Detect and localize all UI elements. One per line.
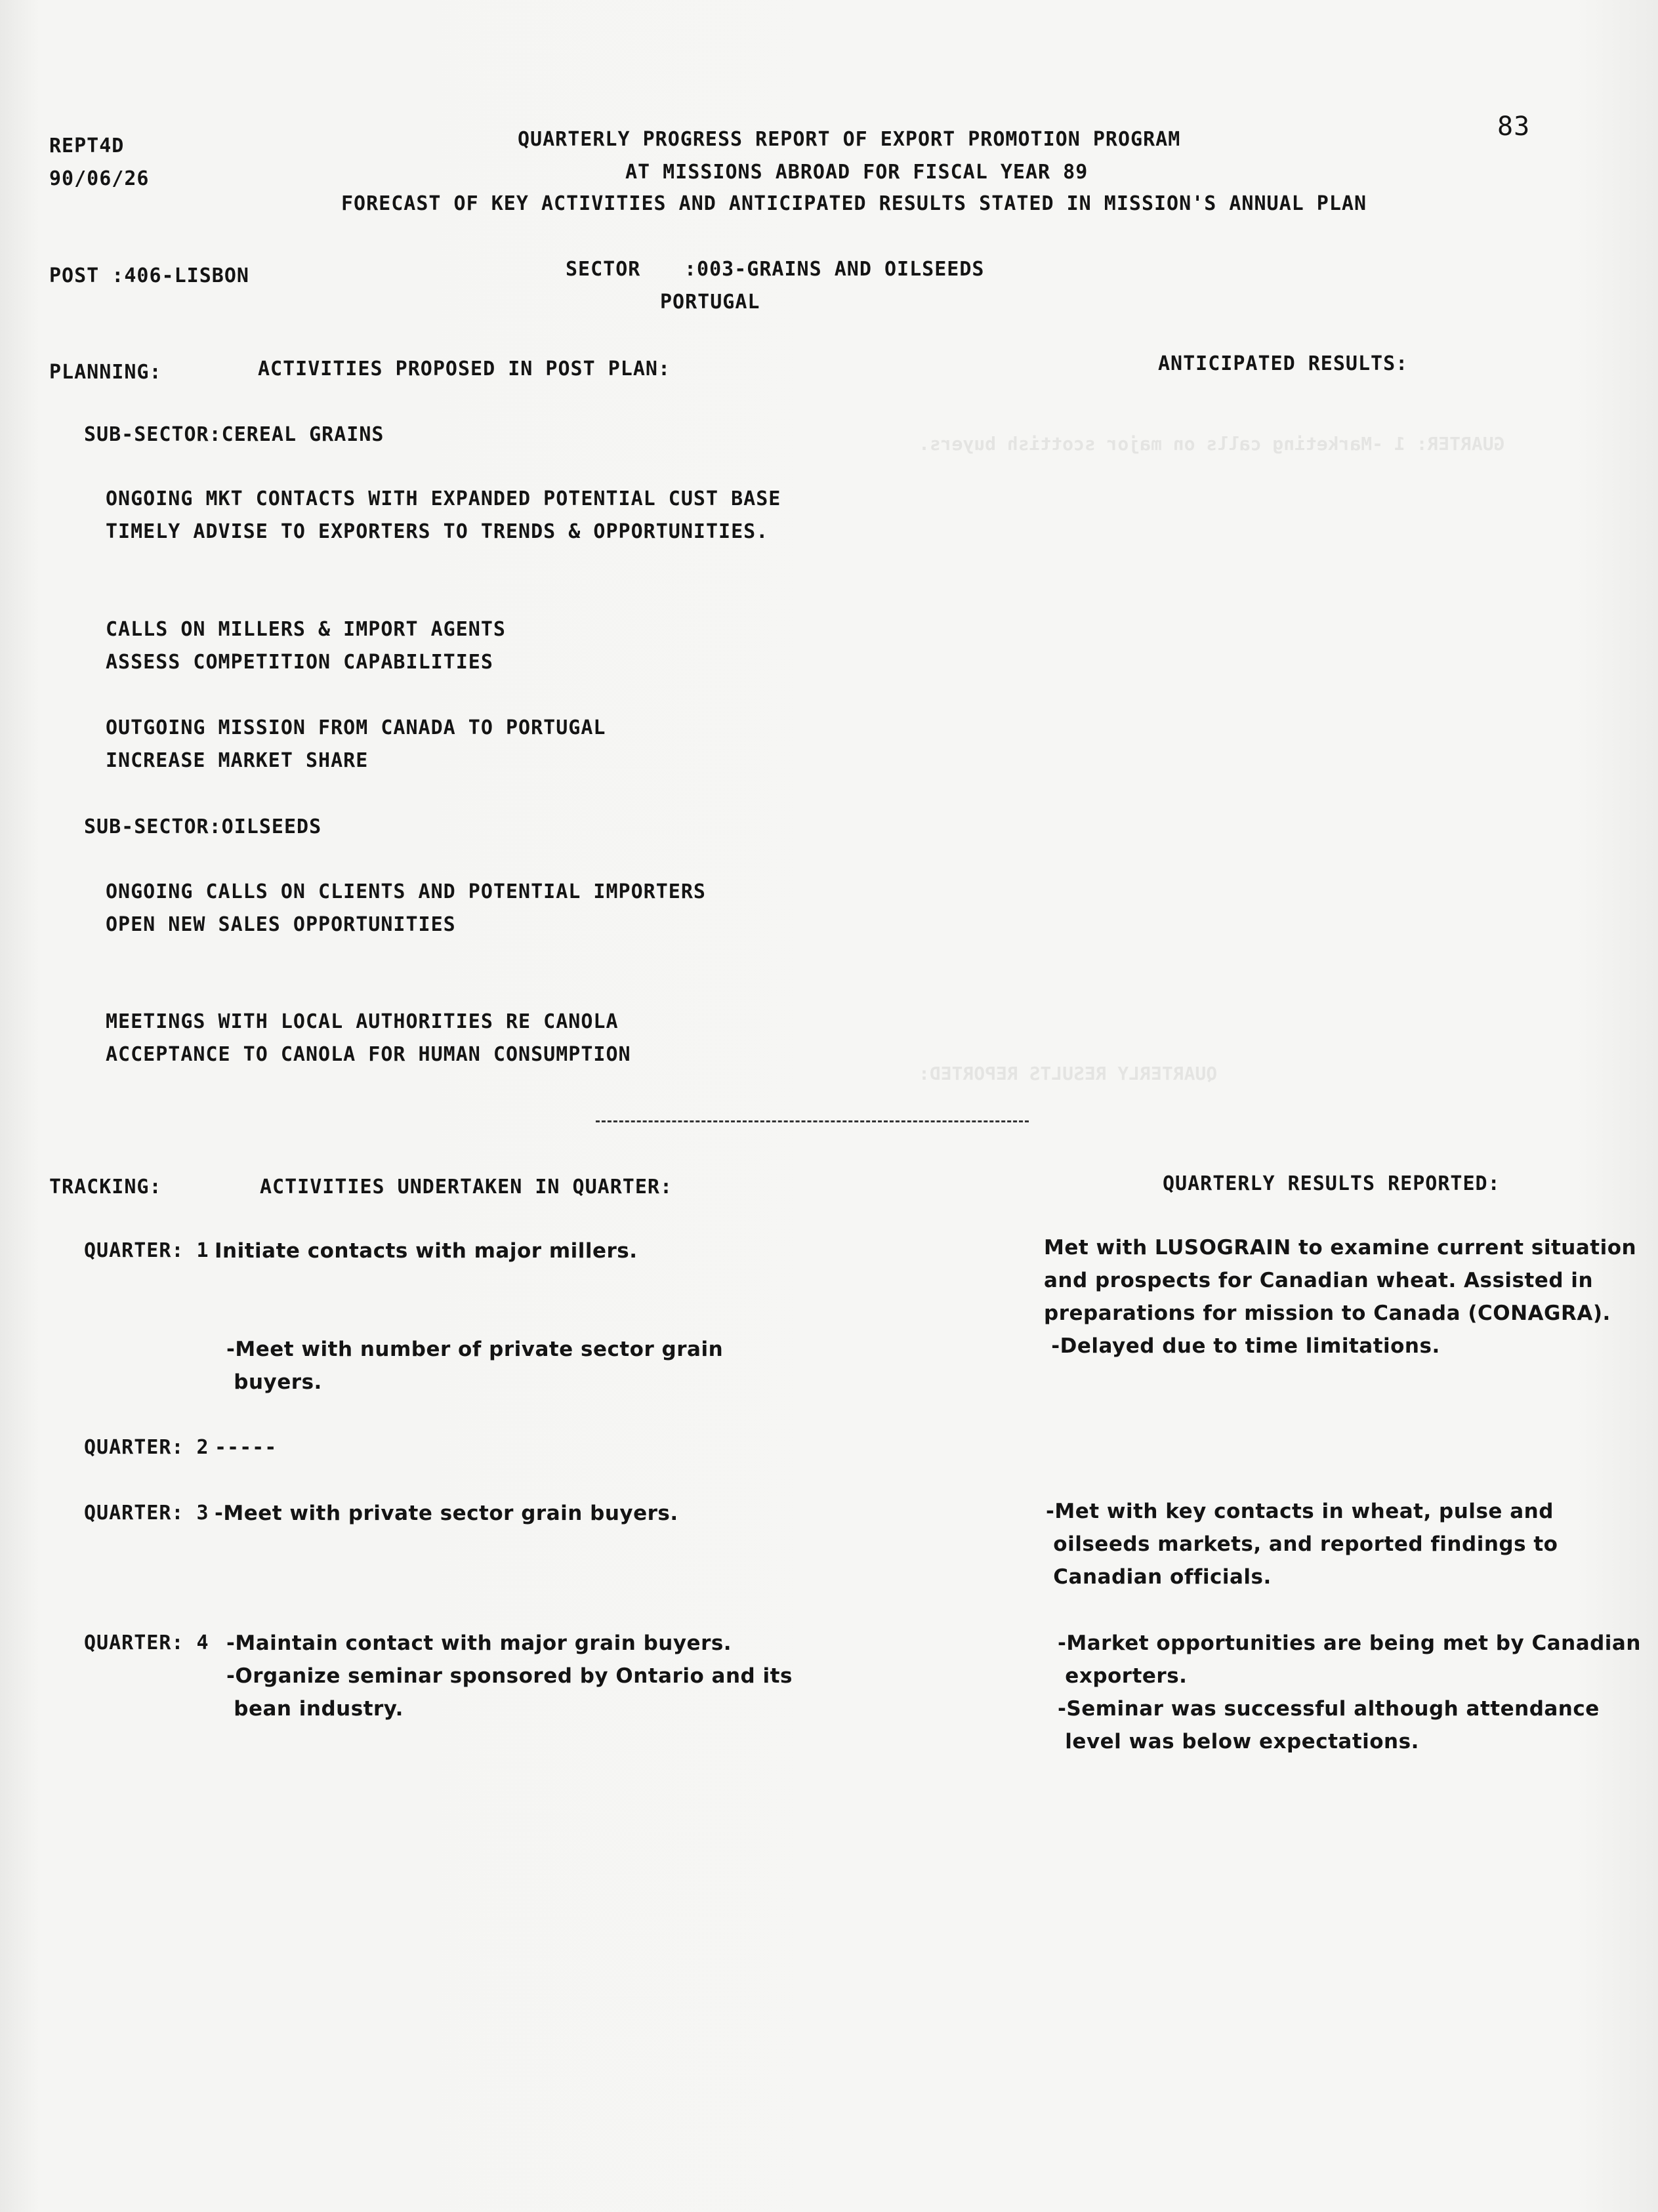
- bleed-through-text: GUARTER: 1 -Marketing calls on major scottish buyers.: [919, 433, 1505, 455]
- quarter-result: -Seminar was successful although attendance: [1058, 1697, 1600, 1721]
- quarter-result: Met with LUSOGRAIN to examine current situation: [1044, 1236, 1637, 1260]
- quarterly-results-heading: QUARTERLY RESULTS REPORTED:: [1163, 1172, 1501, 1195]
- quarter-label: QUARTER: 2: [84, 1436, 209, 1459]
- quarter-activity: -Meet with private sector grain buyers.: [215, 1502, 678, 1525]
- plan-line: TIMELY ADVISE TO EXPORTERS TO TRENDS & OPPORTUNITIES.: [106, 520, 769, 543]
- page-number: 83: [1497, 112, 1531, 142]
- report-date: 90/06/26: [49, 167, 150, 190]
- quarter-result: oilseeds markets, and reported findings to: [1046, 1532, 1558, 1556]
- plan-line: OUTGOING MISSION FROM CANADA TO PORTUGAL: [106, 716, 606, 739]
- quarter-result: preparations for mission to Canada (CONAGRA).: [1044, 1301, 1611, 1325]
- report-subtitle: AT MISSIONS ABROAD FOR FISCAL YEAR 89: [625, 161, 1088, 184]
- section-divider: [596, 1120, 1029, 1122]
- tracking-activities-heading: ACTIVITIES UNDERTAKEN IN QUARTER:: [260, 1176, 673, 1198]
- plan-line: CALLS ON MILLERS & IMPORT AGENTS: [106, 618, 506, 641]
- quarter-result: -Market opportunities are being met by Canadian: [1058, 1631, 1641, 1655]
- plan-line: INCREASE MARKET SHARE: [106, 749, 369, 772]
- quarter-activity: Initiate contacts with major millers.: [215, 1239, 638, 1263]
- quarter-result: -Met with key contacts in wheat, pulse and: [1046, 1500, 1554, 1523]
- anticipated-results-heading: ANTICIPATED RESULTS:: [1158, 352, 1409, 375]
- plan-line: ASSESS COMPETITION CAPABILITIES: [106, 651, 493, 674]
- report-title: QUARTERLY PROGRESS REPORT OF EXPORT PROMOTION PROGRAM: [518, 128, 1181, 151]
- subsector-heading: SUB-SECTOR:CEREAL GRAINS: [84, 423, 384, 446]
- plan-line: ONGOING CALLS ON CLIENTS AND POTENTIAL IMPORTERS: [106, 880, 706, 903]
- plan-line: ONGOING MKT CONTACTS WITH EXPANDED POTENTIAL CUST BASE: [106, 487, 781, 510]
- tracking-label: TRACKING:: [49, 1176, 162, 1198]
- quarter-result: Canadian officials.: [1046, 1565, 1272, 1589]
- quarter-label: QUARTER: 3: [84, 1502, 209, 1525]
- quarter-result: -Delayed due to time limitations.: [1044, 1334, 1440, 1358]
- quarter-activity: -Maintain contact with major grain buyers.: [226, 1631, 732, 1655]
- quarter-activity: -Organize seminar sponsored by Ontario and its: [226, 1664, 793, 1688]
- subsector-heading: SUB-SECTOR:OILSEEDS: [84, 815, 322, 838]
- report-id: REPT4D: [49, 134, 125, 157]
- plan-line: ACCEPTANCE TO CANOLA FOR HUMAN CONSUMPTION: [106, 1043, 631, 1066]
- quarter-result: and prospects for Canadian wheat. Assisted in: [1044, 1269, 1594, 1292]
- quarter-activity: buyers.: [226, 1370, 322, 1394]
- bleed-through-text: QUARTERLY RESULTS REPORTED:: [919, 1063, 1218, 1084]
- report-forecast-title: FORECAST OF KEY ACTIVITIES AND ANTICIPATED RESULTS STATED IN MISSION'S ANNUAL PLAN: [341, 192, 1367, 215]
- plan-line: OPEN NEW SALES OPPORTUNITIES: [106, 913, 456, 936]
- quarter-activity: -Meet with number of private sector grain: [226, 1338, 724, 1361]
- sector-value: :003-GRAINS AND OILSEEDS: [684, 258, 985, 281]
- sector-label: SECTOR: [566, 258, 641, 281]
- quarter-activity: bean industry.: [226, 1697, 404, 1721]
- plan-line: MEETINGS WITH LOCAL AUTHORITIES RE CANOLA: [106, 1010, 619, 1033]
- quarter-activity: -----: [215, 1436, 278, 1459]
- country-label: PORTUGAL: [660, 291, 760, 314]
- quarter-result: level was below expectations.: [1058, 1730, 1419, 1753]
- planning-label: PLANNING:: [49, 361, 162, 384]
- quarter-label: QUARTER: 1: [84, 1239, 209, 1262]
- quarter-label: QUARTER: 4: [84, 1631, 209, 1654]
- quarter-result: exporters.: [1058, 1664, 1188, 1688]
- planning-activities-heading: ACTIVITIES PROPOSED IN POST PLAN:: [258, 358, 671, 380]
- post-label: POST :406-LISBON: [49, 264, 249, 287]
